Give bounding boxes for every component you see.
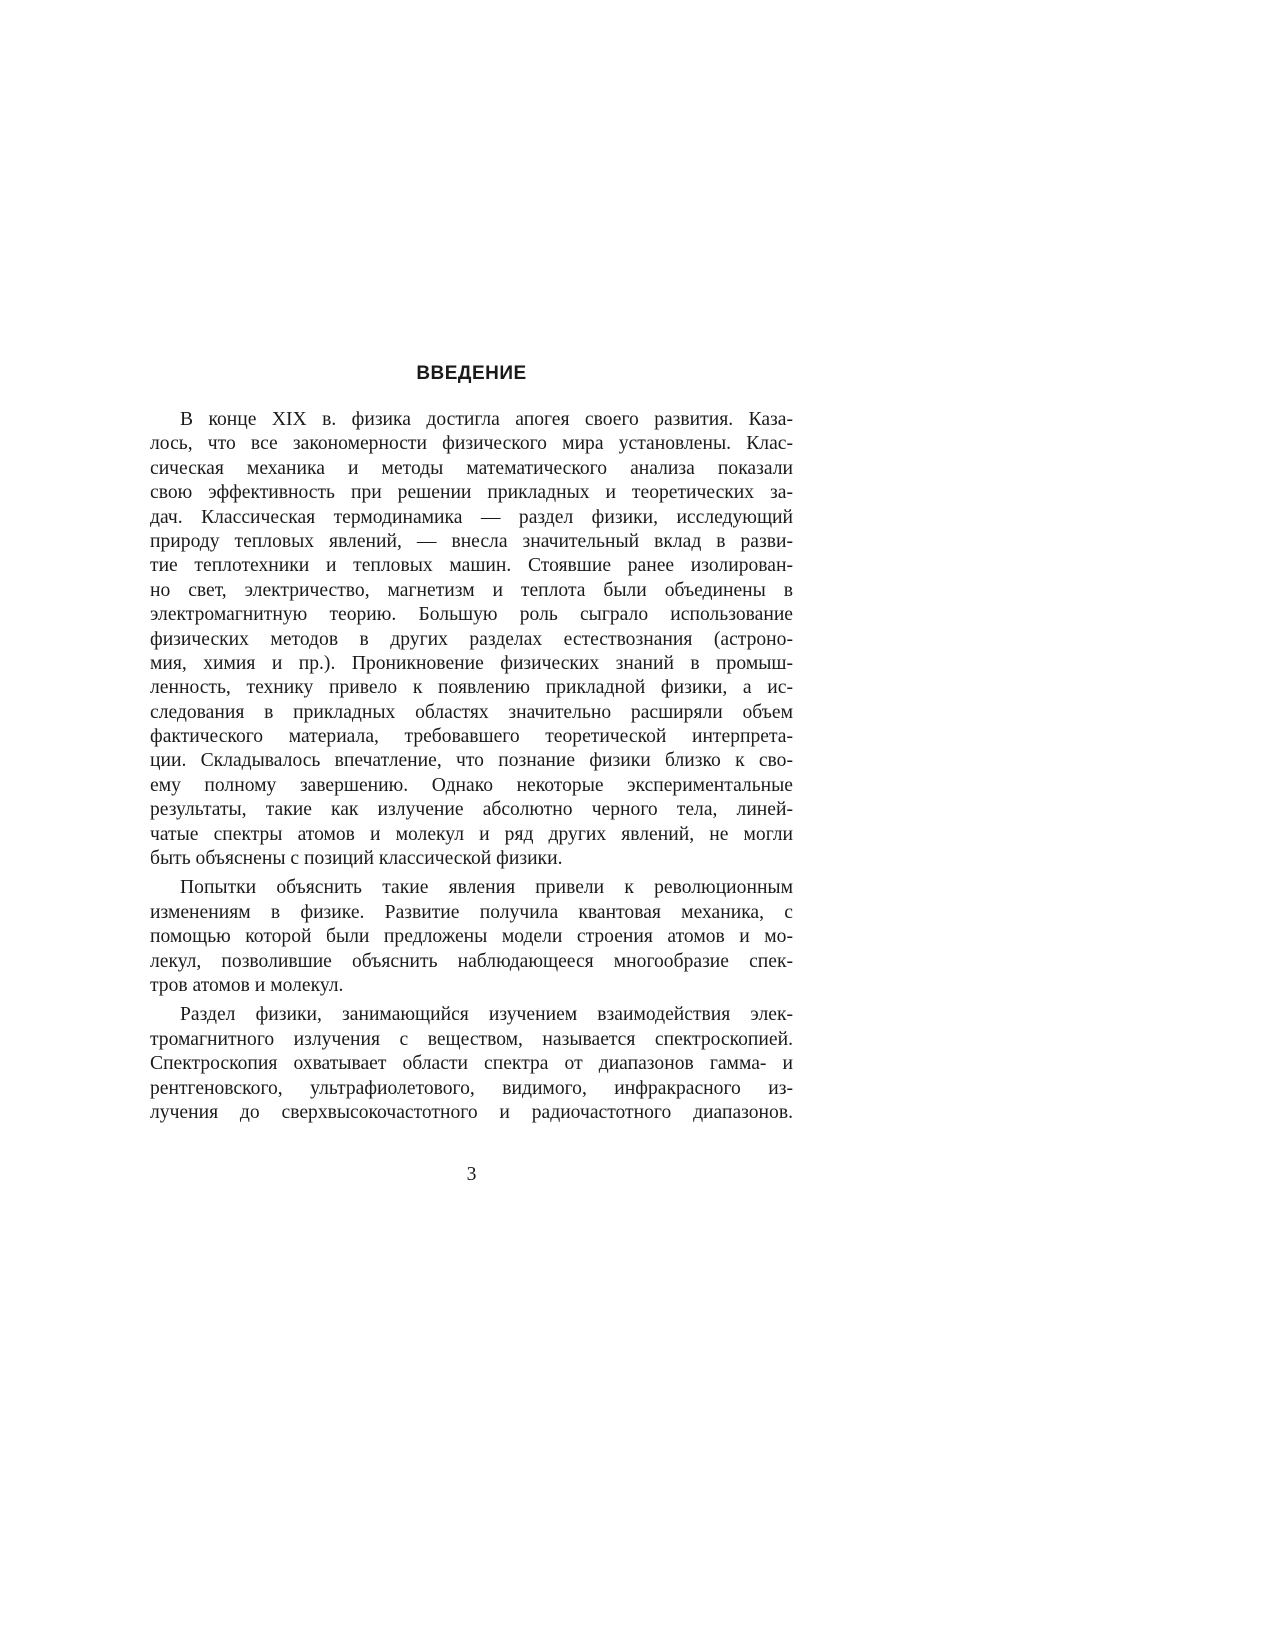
paragraph-line: ленность, технику привело к появлению прикладной физики, а ис- xyxy=(150,677,793,699)
paragraph-line: Попытки объяснить такие явления привели к революционным xyxy=(180,877,793,899)
chapter-heading: ВВЕДЕНИЕ xyxy=(416,363,527,384)
paragraph-line: ции. Складывалось впечатление, что познание физики близко к сво- xyxy=(150,750,793,772)
paragraph-line: результаты, такие как излучение абсолютно черного тела, линей- xyxy=(150,799,793,821)
paragraph-2 xyxy=(150,876,793,998)
paragraph-line: Раздел физики, занимающийся изучением взаимодействия элек- xyxy=(180,1004,793,1026)
page-body xyxy=(150,362,793,1130)
paragraph-line: электромагнитную теорию. Большую роль сыграло использование xyxy=(150,604,793,626)
paragraph-line: следования в прикладных областях значительно расширяли объем xyxy=(150,701,793,723)
paragraph-line: лучения до сверхвысокочастотного и радиочастотного диапазонов. xyxy=(150,1101,793,1123)
paragraph-line: но свет, электричество, магнетизм и теплота были объединены в xyxy=(150,579,793,601)
paragraph-line: лекул, позволившие объяснить наблюдающееся многообразие спек- xyxy=(150,950,793,972)
paragraph-line: сическая механика и методы математического анализа показали xyxy=(150,457,793,479)
paragraph-line: В конце XIX в. физика достигла апогея своего развития. Каза- xyxy=(180,409,793,430)
paragraph-line: природу тепловых явлений, — внесла значительный вклад в разви- xyxy=(150,530,793,552)
paragraph-line: тие теплотехники и тепловых машин. Стоявшие ранее изолирован- xyxy=(150,555,793,577)
paragraph-line: Спектроскопия охватывает области спектра от диапазонов гамма- и xyxy=(150,1053,793,1075)
paragraph-line: мия, химия и пр.). Проникновение физических знаний в промыш- xyxy=(150,652,793,674)
paragraph-line: ему полному завершению. Однако некоторые экспериментальные xyxy=(150,774,793,796)
paragraph-line: фактического материала, требовавшего теоретической интерпрета- xyxy=(150,726,793,748)
paragraph-line: лось, что все закономерности физического мира установлены. Клас- xyxy=(150,433,793,455)
paragraph-1 xyxy=(150,408,793,871)
paragraph-line: свою эффективность при решении прикладных и теоретических за- xyxy=(150,482,793,504)
paragraph-line: чатые спектры атомов и молекул и ряд других явлений, не могли xyxy=(150,823,793,845)
paragraph-line: рентгеновского, ультрафиолетового, видимого, инфракрасного из- xyxy=(150,1077,793,1099)
paragraph-line: тромагнитного излучения с веществом, называется спектроскопией. xyxy=(150,1028,793,1050)
paragraph-line: изменениям в физике. Развитие получила квантовая механика, с xyxy=(150,901,793,923)
paragraph-line: тров атомов и молекул. xyxy=(150,974,344,996)
paragraph-line: помощью которой были предложены модели строения атомов и мо- xyxy=(150,926,793,948)
paragraph-3 xyxy=(150,1003,793,1125)
paragraph-line: быть объяснены с позиций классической физики. xyxy=(150,848,563,870)
paragraph-line: физических методов в других разделах естествознания (астроно- xyxy=(150,628,793,650)
page-number: 3 xyxy=(466,1164,477,1185)
paragraph-line: дач. Классическая термодинамика — раздел физики, исследующий xyxy=(150,506,793,528)
